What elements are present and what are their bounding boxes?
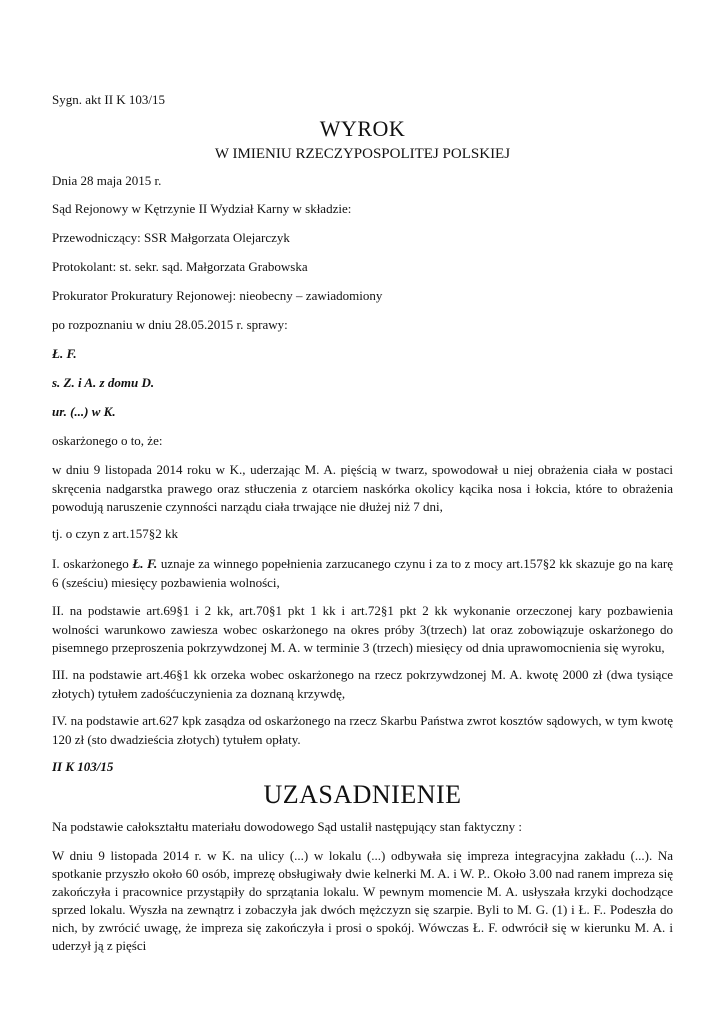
prosecutor: Prokurator Prokuratury Rejonowej: nieobecny – zawiadomiony	[52, 288, 383, 303]
court-clerk: Protokolant: st. sekr. sąd. Małgorzata Grabowska	[52, 259, 308, 274]
court-composition: Sąd Rejonowy w Kętrzynie II Wydział Karny w składzie:	[52, 201, 352, 216]
presiding-judge: Przewodniczący: SSR Małgorzata Olejarczyk	[52, 230, 290, 245]
verdict-point-2: II. na podstawie art.69§1 i 2 kk, art.70§1 pkt 1 kk i art.72§1 pkt 2 kk wykonanie orzeczonej kary pozbawienia wolności warunkowo zawiesza wobec oskarżonego na okres próby 3(trzech) lat oraz zobowiązuje oskarżonego do pisemnego przeproszenia pokrzywdzonej M. A. w terminie 3 (trzech) miesięcy od dnia uprawomocnienia się wyroku,	[52, 603, 673, 655]
justification-intro: Na podstawie całokształtu materiału dowodowego Sąd ustalił następujący stan faktyczny :	[52, 819, 523, 834]
verdict-1-prefix: I. oskarżonego	[52, 556, 133, 571]
verdict-point-1	[52, 555, 673, 592]
defendant-birth: ur. (...) w K.	[52, 404, 116, 419]
document-subtitle: W IMIENIU RZECZYPOSPOLITEJ POLSKIEJ	[214, 146, 511, 162]
defendant-parents: s. Z. i A. z domu D.	[52, 375, 155, 390]
document-title: WYROK	[319, 116, 406, 141]
verdict-1-text: uznaje za winnego popełnienia zarzucanego czynu i za to z mocy art.157§2 kk skazuje go na karę 6 (sześciu) miesięcy pozbawienia wolności,	[52, 556, 674, 590]
verdict-point-4: IV. na podstawie art.627 kpk zasądza od oskarżonego na rzecz Skarbu Państwa zwrot kosztów sądowych, w tym kwotę 120 zł (sto dwadzieścia złotych) tytułem opłaty.	[52, 713, 673, 747]
justification-text: W dniu 9 listopada 2014 r. w K. na ulicy (...) w lokalu (...) odbywała się impreza integracyjna zakładu (...). Na spotkanie przyszło około 60 osób, imprezę obsługiwały dwie kelnerki M. A. i W. P.. Około 3.00 nad ranem impreza się zakończyła i pracownice przystąpiły do sprzątania lokalu. W pewnym momencie M. A. usłyszała krzyki dochodzące sprzed lokalu. Wyszła na zewnątrz i zobaczyła jak dwóch mężczyzn się szarpie. Byli to M. G. (1) i Ł. F.. Podeszła do nich, by zwrócić uwagę, że impreza się zakończyła i prosi o spokój. Wówczas Ł. F. odwrócił się w kierunku M. A. i uderzył ją z pięści	[52, 848, 673, 953]
hearing-info: po rozpoznaniu w dniu 28.05.2015 r. sprawy:	[52, 317, 288, 332]
case-reference: II K 103/15	[52, 759, 114, 774]
judgment-date: Dnia 28 maja 2015 r.	[52, 173, 162, 188]
case-signature: Sygn. akt II K 103/15	[52, 92, 166, 107]
charge-paragraph: w dniu 9 listopada 2014 roku w K., uderzając M. A. pięścią w twarz, spowodował u niej obrażenia ciała w postaci skręcenia nadgarstka prawego oraz stłuczenia z otarciem naskórka okolicy kącika nosa i łokcia, które to obrażenia powodują naruszenie czynności narządu ciała trwające nie dłużej niż 7 dni,	[52, 462, 673, 514]
legal-basis: tj. o czyn z art.157§2 kk	[52, 526, 178, 541]
accused-of: oskarżonego o to, że:	[52, 433, 163, 448]
verdict-1-defendant: Ł. F.	[132, 556, 158, 571]
verdict-point-3: III. na podstawie art.46§1 kk orzeka wobec oskarżonego na rzecz pokrzywdzonej M. A. kwotę 2000 zł (dwa tysiące złotych) tytułem zadośćuczynienia za doznaną krzywdę,	[52, 667, 673, 701]
justification-title: UZASADNIENIE	[263, 780, 462, 809]
defendant-name: Ł. F.	[52, 346, 77, 361]
